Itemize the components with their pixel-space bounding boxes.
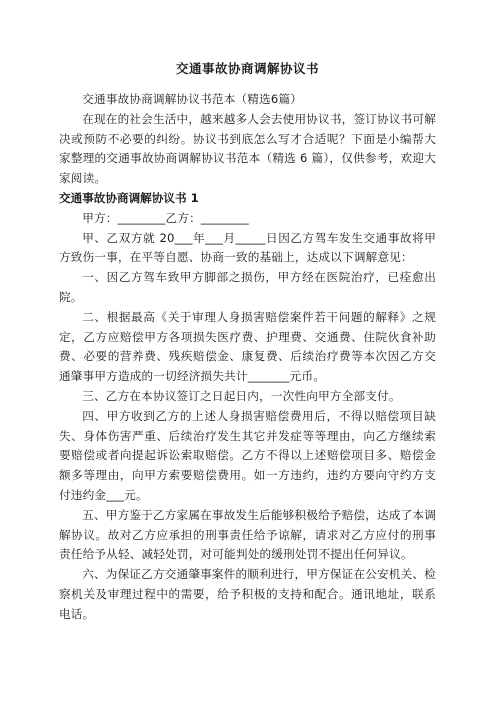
clause-6: 六、为保证乙方交通肇事案件的顺利进行，甲方保证在公安机关、检察机关及审理过程中的需要，给予积极的支持和配合。通讯地址，联系电话。 xyxy=(59,567,437,621)
clause-5: 五、甲方鉴于乙方家属在事故发生后能够积极给予赔偿，达成了本调解协议。故对乙方应承担的刑事责任给予谅解，请求对乙方应付的刑事责任给予从轻、减轻处罚，对可能判处的缓刑处罚不提出任何异议。 xyxy=(59,507,437,562)
clause-1: 一、因乙方驾车致甲方脚部之损伤，甲方经在医院治疗，已痊愈出院。 xyxy=(59,270,436,304)
clause-2: 二、根据最高《关于审理人身损害赔偿案件若干问题的解释》之规定，乙方应赔偿甲方各项损失医疗费、护理费、交通费、住院伙食补助费、必要的营养费、残疾赔偿金、康复费、后续治疗费等本次因乙方交通肇事甲方造成的一切经济损失共计_______元币。 xyxy=(59,309,436,384)
intro-paragraph: 在现在的社会生活中，越来越多人会去使用协议书，签订协议书可解决或预防不必要的纠纷。协议书到底怎么写才合适呢？下面是小编帮大家整理的交通事故协商调解协议书范本（精选 6 篇），仅供参考，欢迎大家阅读。 xyxy=(59,111,437,186)
background-paragraph: 甲、乙双方就 20___年___月_____日因乙方驾车发生交通事故将甲方致伤一事，在平等自愿、协商一致的基础上，达成以下调解意见： xyxy=(59,230,436,265)
document-title: 交通事故协商调解协议书 xyxy=(175,61,319,76)
clause-3: 三、乙方在本协议签订之日起日内，一次性向甲方全部支付。 xyxy=(82,388,401,403)
document-subtitle: 交通事故协商调解协议书范本（精选6篇） xyxy=(82,92,303,106)
parties-line: 甲方：________乙方：________ xyxy=(82,210,249,225)
clause-4: 四、甲方收到乙方的上述人身损害赔偿费用后，不得以赔偿项目缺失、身体伤害严重、后续治疗发生其它并发症等等理由，向乙方继续索要赔偿或者向提起诉讼索取赔偿。乙方不得以上述赔偿项目多、赔偿金额多等理由，向甲方索要赔偿费用。如一方违约，违约方要向守约方支付违约金___元。 xyxy=(59,408,436,502)
section-heading: 交通事故协商调解协议书 1 xyxy=(59,190,199,205)
